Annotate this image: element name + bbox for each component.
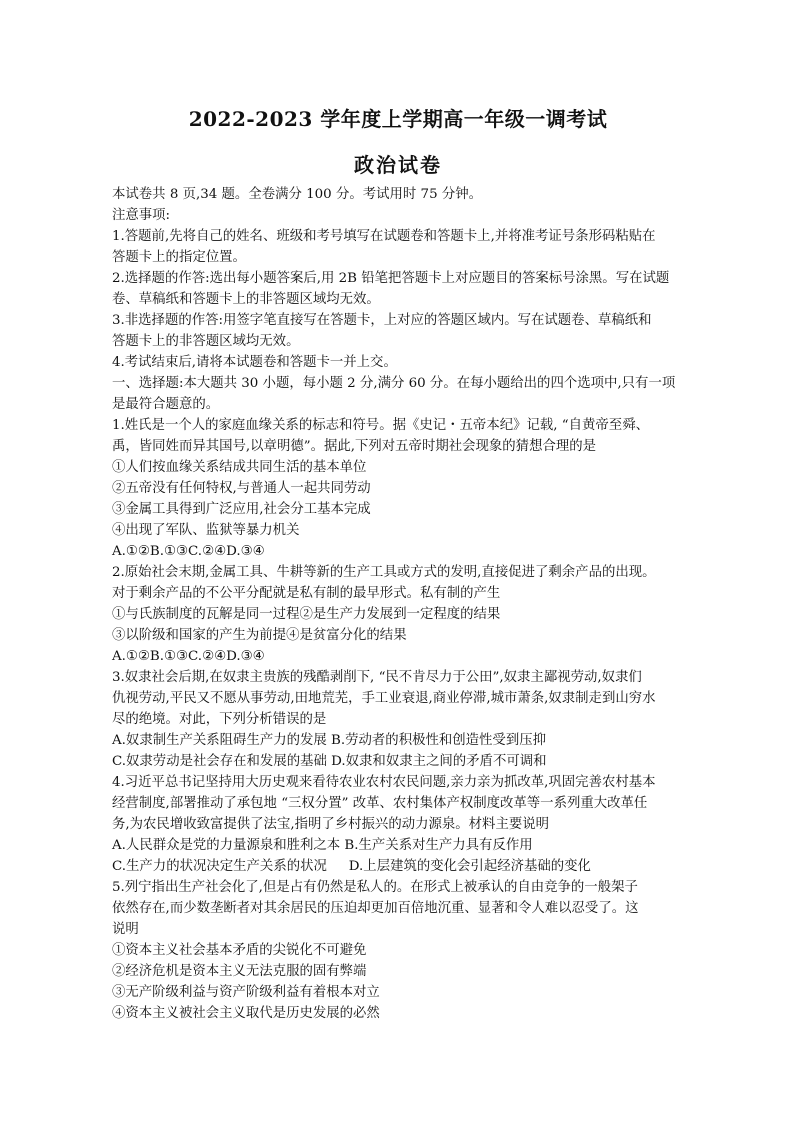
- section-heading: [112, 373, 684, 415]
- instruction-line: 4.考试结束后,请将本试题卷和答题卡一并上交。: [112, 355, 397, 370]
- question-line: 3.奴隶社会后期,在奴隶主贵族的残酷剥削下, “民不肯尽力于公田”,奴隶主鄙视劳动,奴隶们: [112, 670, 642, 685]
- answer-choices: A.奴隶制生产关系阻碍生产力的发展 B.劳动者的积极性和创造性受到压抑: [112, 733, 546, 748]
- instruction-line: 本试卷共 8 页,34 题。全卷满分 100 分。考试用时 75 分钟。: [112, 187, 483, 202]
- question-4: [112, 772, 684, 877]
- section-heading-line: 一、选择题:本大题共 30 小题，每小题 2 分,满分 60 分。在每小题给出的四个选项中,只有一项: [112, 376, 676, 391]
- option-line: ③以阶级和国家的产生为前提④是贫富分化的结果: [112, 628, 407, 643]
- question-line: 尽的绝境。对此，下列分析错误的是: [112, 712, 327, 727]
- question-line: 务,为农民增收致富提供了法宝,指明了乡村振兴的动力源泉。材料主要说明: [112, 817, 550, 832]
- exam-title: 2022-2023 学年度上学期高一年级一调考试: [188, 107, 608, 131]
- instruction-line: 答题卡上的指定位置。: [112, 250, 246, 265]
- option-line: ①资本主义社会基本矛盾的尖锐化不可避免: [112, 943, 367, 958]
- option-line: ①与氏族制度的瓦解是同一过程②是生产力发展到一定程度的结果: [112, 607, 501, 622]
- option-line: ①人们按血缘关系结成共同生活的基本单位: [112, 460, 367, 475]
- question-2: [112, 562, 684, 667]
- question-line: 经营制度,部署推动了承包地 “三权分置” 改革、农村集体产权制度改革等一系列重大改革任: [112, 796, 648, 811]
- instructions: [112, 184, 684, 373]
- instruction-line: 答题卡上的非答题区域均无效。: [112, 334, 300, 349]
- question-line: 仇视劳动,平民又不愿从事劳动,田地荒芜，手工业衰退,商业停滞,城市萧条,奴隶制走到山穷水: [112, 691, 656, 706]
- question-line: 依然存在,而少数垄断者对其余居民的压迫却更加百倍地沉重、显著和令人难以忍受了。这: [112, 901, 639, 916]
- question-line: 5.列宁指出生产社会化了,但是占有仍然是私人的。在形式上被承认的自由竞争的一般架子: [112, 880, 638, 895]
- question-3: [112, 667, 684, 772]
- option-line: ③无产阶级利益与资产阶级利益有着根本对立: [112, 985, 380, 1000]
- answer-choices: A.①②B.①③C.②④D.③④: [112, 544, 265, 559]
- instruction-line: 卷、草稿纸和答题卡上的非答题区域均无效。: [112, 292, 380, 307]
- instruction-line: 注意事项:: [112, 208, 171, 223]
- answer-choices: A.人民群众是党的力量源泉和胜利之本 B.生产关系对生产力具有反作用: [112, 838, 533, 853]
- question-line: 说明: [112, 922, 139, 937]
- option-line: ④出现了军队、监狱等暴力机关: [112, 523, 300, 538]
- question-5: [112, 877, 684, 1024]
- option-line: ③金属工具得到广泛应用,社会分工基本完成: [112, 502, 371, 517]
- exam-subject: 政治试卷: [354, 153, 442, 177]
- instruction-line: 3.非选择题的作答:用签字笔直接写在答题卡，上对应的答题区域内。写在试题卷、草稿纸和: [112, 313, 652, 328]
- instruction-line: 1.答题前,先将自己的姓名、班级和考号填写在试题卷和答题卡上,并将准考证号条形码粘贴在: [112, 229, 656, 244]
- answer-choices: C.奴隶劳动是社会存在和发展的基础 D.奴隶和奴隶主之间的矛盾不可调和: [112, 754, 547, 769]
- question-line: 4.习近平总书记坚持用大历史观来看待农业农村农民问题,亲力亲为抓改革,巩固完善农村基本: [112, 775, 656, 790]
- option-line: ④资本主义被社会主义取代是历史发展的必然: [112, 1006, 380, 1021]
- answer-choices: A.①②B.①③C.②④D.③④: [112, 649, 265, 664]
- option-line: ②经济危机是资本主义无法克服的固有弊端: [112, 964, 367, 979]
- question-1: [112, 415, 684, 562]
- section-heading-line: 是最符合题意的。: [112, 397, 220, 412]
- question-line: 2.原始社会末期,金属工具、牛耕等新的生产工具或方式的发明,直接促进了剩余产品的出现。: [112, 565, 656, 580]
- answer-choices: C.生产力的状况决定生产关系的状况 D.上层建筑的变化会引起经济基础的变化: [112, 859, 591, 874]
- question-line: 禹，皆同姓而异其国号,以章明德”。据此,下列对五帝时期社会现象的猜想合理的是: [112, 439, 597, 454]
- question-line: 1.姓氏是一个人的家庭血缘关系的标志和符号。据《史记・五帝本纪》记载, “自黄帝至舜、: [112, 418, 649, 433]
- option-line: ②五帝没有任何特权,与普通人一起共同劳动: [112, 481, 371, 496]
- instruction-line: 2.选择题的作答:选出每小题答案后,用 2B 铅笔把答题卡上对应题目的答案标号涂黑。写在试题: [112, 271, 670, 286]
- question-line: 对于剩余产品的不公平分配就是私有制的最早形式。私有制的产生: [112, 586, 501, 601]
